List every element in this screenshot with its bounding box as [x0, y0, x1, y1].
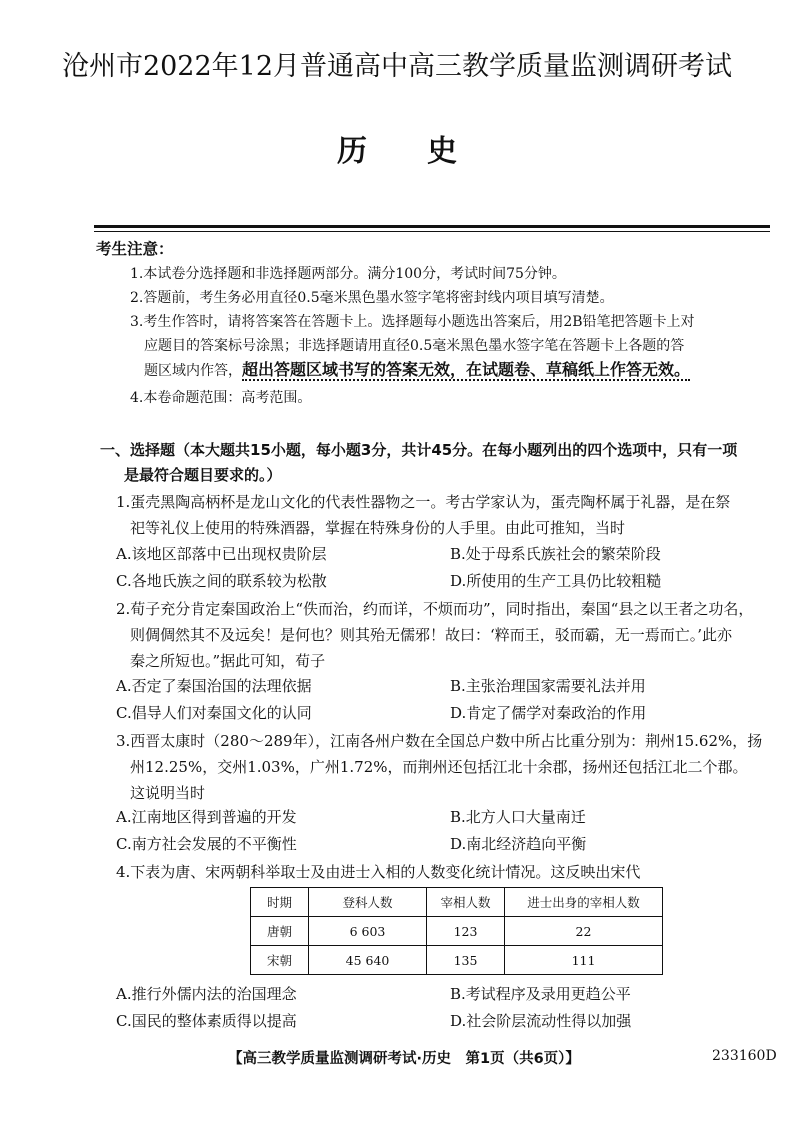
- option-a: A.推行外儒内法的治国理念: [116, 985, 297, 1003]
- table-header-cell: 登科人数: [309, 888, 427, 917]
- option-d: D.社会阶层流动性得以加强: [450, 1012, 632, 1030]
- notice-item: 4.本卷命题范围：高考范围。: [130, 390, 312, 406]
- notice-item: 3.考生作答时，请将答案答在答题卡上。选择题每小题选出答案后，用2B铅笔把答题卡上对: [130, 314, 695, 330]
- table-header-cell: 宰相人数: [427, 888, 505, 917]
- table-row: [251, 917, 663, 946]
- notice-list: [130, 262, 780, 410]
- option-c: C.南方社会发展的不平衡性: [116, 835, 297, 853]
- notice-title: 考生注意：: [96, 240, 174, 258]
- question-3-options: [116, 804, 784, 858]
- section-heading-line: 一、选择题（本大题共15小题，每小题3分，共计45分。在每小题列出的四个选项中，只有一项: [100, 441, 738, 459]
- table-cell: 唐朝: [251, 917, 309, 946]
- option-a: A.江南地区得到普遍的开发: [116, 808, 297, 826]
- question-3: [116, 728, 784, 806]
- section-heading-line: 是最符合题目要求的。）: [124, 466, 282, 484]
- page-footer: 【高三教学质量监测调研考试·历史 第1页（共6页）】: [228, 1051, 580, 1067]
- question-line: 4.下表为唐、宋两朝科举取士及由进士入相的人数变化统计情况。这反映出宋代: [116, 863, 641, 881]
- table-row: [251, 946, 663, 975]
- table-cell: 6 603: [309, 917, 427, 946]
- option-c: C.国民的整体素质得以提高: [116, 1012, 297, 1030]
- notice-item: 应题目的答案标号涂黑；非选择题请用直径0.5毫米黑色墨水签字笔在答题卡上各题的答: [144, 338, 685, 354]
- table-cell: 111: [505, 946, 663, 975]
- question-line: 2.荀子充分肯定秦国政治上“佚而治，约而详，不烦而功”，同时指出，秦国“县之以王者之功名，: [116, 600, 754, 618]
- option-d: D.肯定了儒学对秦政治的作用: [450, 704, 647, 722]
- question-1: [116, 489, 784, 541]
- table-header-cell: 进士出身的宰相人数: [505, 888, 663, 917]
- question-line: 秦之所短也。”据此可知，荀子: [130, 652, 326, 670]
- table-cell: 135: [427, 946, 505, 975]
- question-line: 则倜倜然其不及远矣！是何也？则其殆无儒邪！故曰：‘粹而王，驳而霸，无一焉而亡。’此亦: [130, 626, 733, 644]
- table-cell: 22: [505, 917, 663, 946]
- question-1-options: [116, 541, 784, 595]
- exam-code: 233160D: [712, 1048, 777, 1064]
- option-c: C.倡导人们对秦国文化的认同: [116, 704, 312, 722]
- option-b: B.考试程序及录用更趋公平: [450, 985, 631, 1003]
- table-header-row: [251, 888, 663, 917]
- option-d: D.所使用的生产工具仍比较粗糙: [450, 572, 662, 590]
- header-rule-thick: [94, 225, 770, 228]
- option-b: B.北方人口大量南迁: [450, 808, 586, 826]
- table-header-cell: 时期: [251, 888, 309, 917]
- subject-title: 历史: [337, 134, 517, 169]
- question-line: 州12.25%，交州1.03%，广州1.72%，而荆州还包括江北十余郡，扬州还包括江北二个郡。: [130, 758, 748, 776]
- table-cell: 123: [427, 917, 505, 946]
- table-cell: 45 640: [309, 946, 427, 975]
- option-d: D.南北经济趋向平衡: [450, 835, 587, 853]
- question-line: 这说明当时: [130, 784, 206, 802]
- question-line: 3.西晋太康时（280～289年），江南各州户数在全国总户数中所占比重分别为：荆州15.62%，扬: [116, 732, 763, 750]
- notice-item-prefix: 题区域内作答，: [144, 363, 242, 379]
- question-2-options: [116, 673, 784, 727]
- question-line: 1.蛋壳黑陶高柄杯是龙山文化的代表性器物之一。考古学家认为，蛋壳陶杯属于礼器，是在祭: [116, 493, 731, 511]
- option-a: A.否定了秦国治国的法理依据: [116, 677, 312, 695]
- section-heading: [100, 438, 780, 488]
- option-a: A.该地区部落中已出现权贵阶层: [116, 545, 327, 563]
- notice-emphasis: 超出答题区域书写的答案无效，在试题卷、草稿纸上作答无效。: [242, 360, 691, 379]
- question-line: 祀等礼仪上使用的特殊酒器，掌握在特殊身份的人手里。由此可推知，当时: [130, 519, 626, 537]
- option-b: B.处于母系氏族社会的繁荣阶段: [450, 545, 661, 563]
- notice-item: 1.本试卷分选择题和非选择题两部分。满分100分，考试时间75分钟。: [130, 266, 566, 282]
- option-c: C.各地氏族之间的联系较为松散: [116, 572, 327, 590]
- exam-title: 沧州市2022年12月普通高中高三教学质量监测调研考试: [61, 51, 733, 82]
- question-4-options: [116, 981, 784, 1035]
- question-4: [116, 859, 784, 885]
- statistics-table: [250, 887, 663, 975]
- notice-item: [130, 358, 780, 382]
- table-cell: 宋朝: [251, 946, 309, 975]
- header-rule-thin: [94, 231, 770, 232]
- question-2: [116, 596, 784, 674]
- notice-item: 2.答题前，考生务必用直径0.5毫米黑色墨水签字笔将密封线内项目填写清楚。: [130, 290, 614, 306]
- option-b: B.主张治理国家需要礼法并用: [450, 677, 646, 695]
